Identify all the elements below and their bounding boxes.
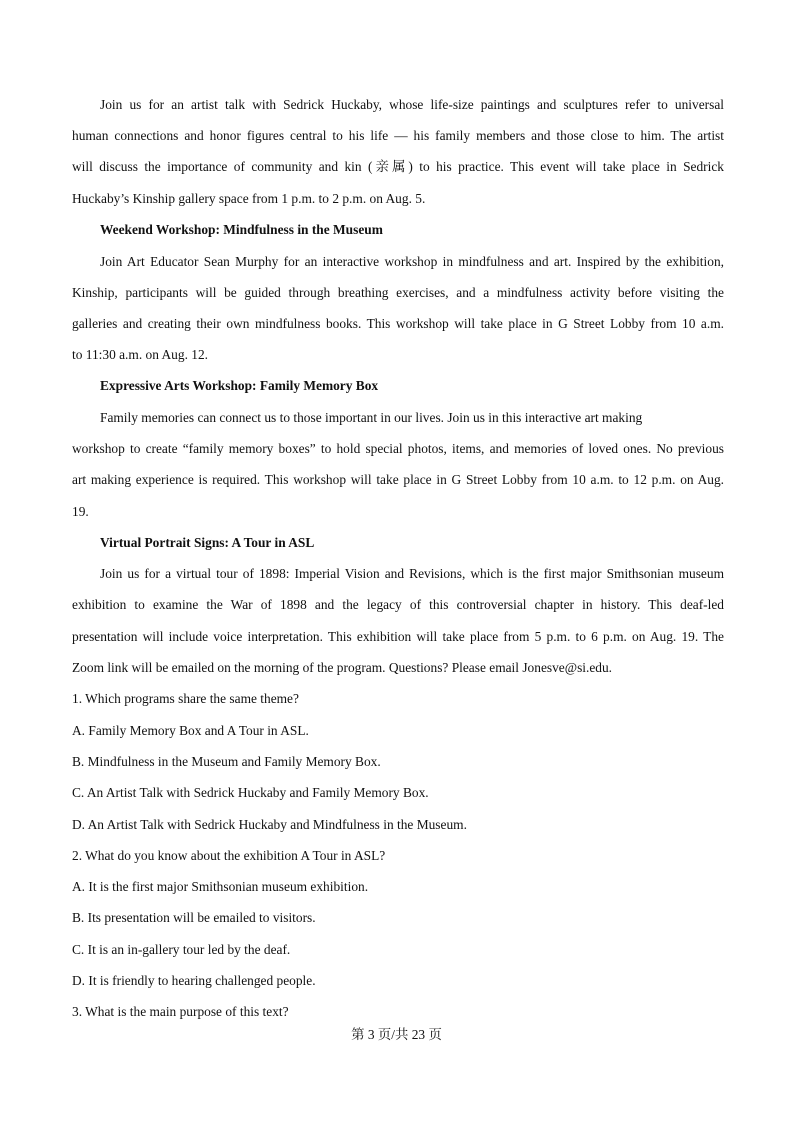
question-1-option-d: D. An Artist Talk with Sedrick Huckaby and Mindfulness in the Museum. bbox=[72, 817, 467, 832]
memory-box-line-3: art making experience is required. This workshop will take place in G Street Lobby from 10 a.m. to 12 p.m. on Aug. bbox=[72, 472, 724, 487]
question-2-option-d: D. It is friendly to hearing challenged people. bbox=[72, 973, 316, 988]
question-1: 1. Which programs share the same theme? bbox=[72, 691, 299, 706]
question-2-option-c: C. It is an in-gallery tour led by the deaf. bbox=[72, 942, 291, 957]
memory-box-line-1: Family memories can connect us to those important in our lives. Join us in this interactive art making bbox=[100, 410, 643, 425]
page-number-footer: 第 3 页/共 23 页 bbox=[351, 1027, 442, 1042]
question-1-option-c: C. An Artist Talk with Sedrick Huckaby and Family Memory Box. bbox=[72, 785, 429, 800]
asl-tour-line-1: Join us for a virtual tour of 1898: Imperial Vision and Revisions, which is the first major Smithsonian museum bbox=[100, 566, 724, 581]
intro-line-4: Huckaby’s Kinship gallery space from 1 p.m. to 2 p.m. on Aug. 5. bbox=[72, 191, 426, 206]
memory-box-line-2: workshop to create “family memory boxes” to hold special photos, items, and memories of loved ones. No previous bbox=[72, 441, 724, 456]
intro-line-3: will discuss the importance of community and kin (亲属) to his practice. This event will take place in Sedrick bbox=[72, 159, 724, 174]
question-2-option-b: B. Its presentation will be emailed to visitors. bbox=[72, 910, 316, 925]
mindfulness-line-1: Join Art Educator Sean Murphy for an interactive workshop in mindfulness and art. Inspired by the exhibition, bbox=[100, 254, 724, 269]
question-2: 2. What do you know about the exhibition A Tour in ASL? bbox=[72, 848, 386, 863]
memory-box-line-4: 19. bbox=[72, 504, 89, 519]
asl-tour-line-3: presentation will include voice interpretation. This exhibition will take place from 5 p.m. to 6 p.m. on Aug. 19. The bbox=[72, 629, 724, 644]
question-2-option-a: A. It is the first major Smithsonian museum exhibition. bbox=[72, 879, 369, 894]
asl-tour-line-4: Zoom link will be emailed on the morning of the program. Questions? Please email Jonesve@si.edu. bbox=[72, 660, 613, 675]
mindfulness-line-4: to 11:30 a.m. on Aug. 12. bbox=[72, 347, 209, 362]
asl-tour-heading: Virtual Portrait Signs: A Tour in ASL bbox=[100, 535, 315, 550]
question-3: 3. What is the main purpose of this text? bbox=[72, 1004, 289, 1019]
mindfulness-line-3: galleries and creating their own mindfulness books. This workshop will take place in G Street Lobby from 10 a.m. bbox=[72, 316, 724, 331]
question-1-option-b: B. Mindfulness in the Museum and Family Memory Box. bbox=[72, 754, 381, 769]
mindfulness-heading: Weekend Workshop: Mindfulness in the Museum bbox=[100, 222, 383, 237]
asl-tour-line-2: exhibition to examine the War of 1898 and the legacy of this controversial chapter in history. This deaf-led bbox=[72, 597, 724, 612]
mindfulness-line-2: Kinship, participants will be guided through breathing exercises, and a mindfulness activity before visiting the bbox=[72, 285, 724, 300]
intro-line-1: Join us for an artist talk with Sedrick Huckaby, whose life-size paintings and sculptures refer to universal bbox=[100, 97, 724, 112]
question-1-option-a: A. Family Memory Box and A Tour in ASL. bbox=[72, 723, 309, 738]
intro-line-2: human connections and honor figures central to his life — his family members and those close to him. The artist bbox=[72, 128, 724, 143]
memory-box-heading: Expressive Arts Workshop: Family Memory Box bbox=[100, 378, 379, 393]
